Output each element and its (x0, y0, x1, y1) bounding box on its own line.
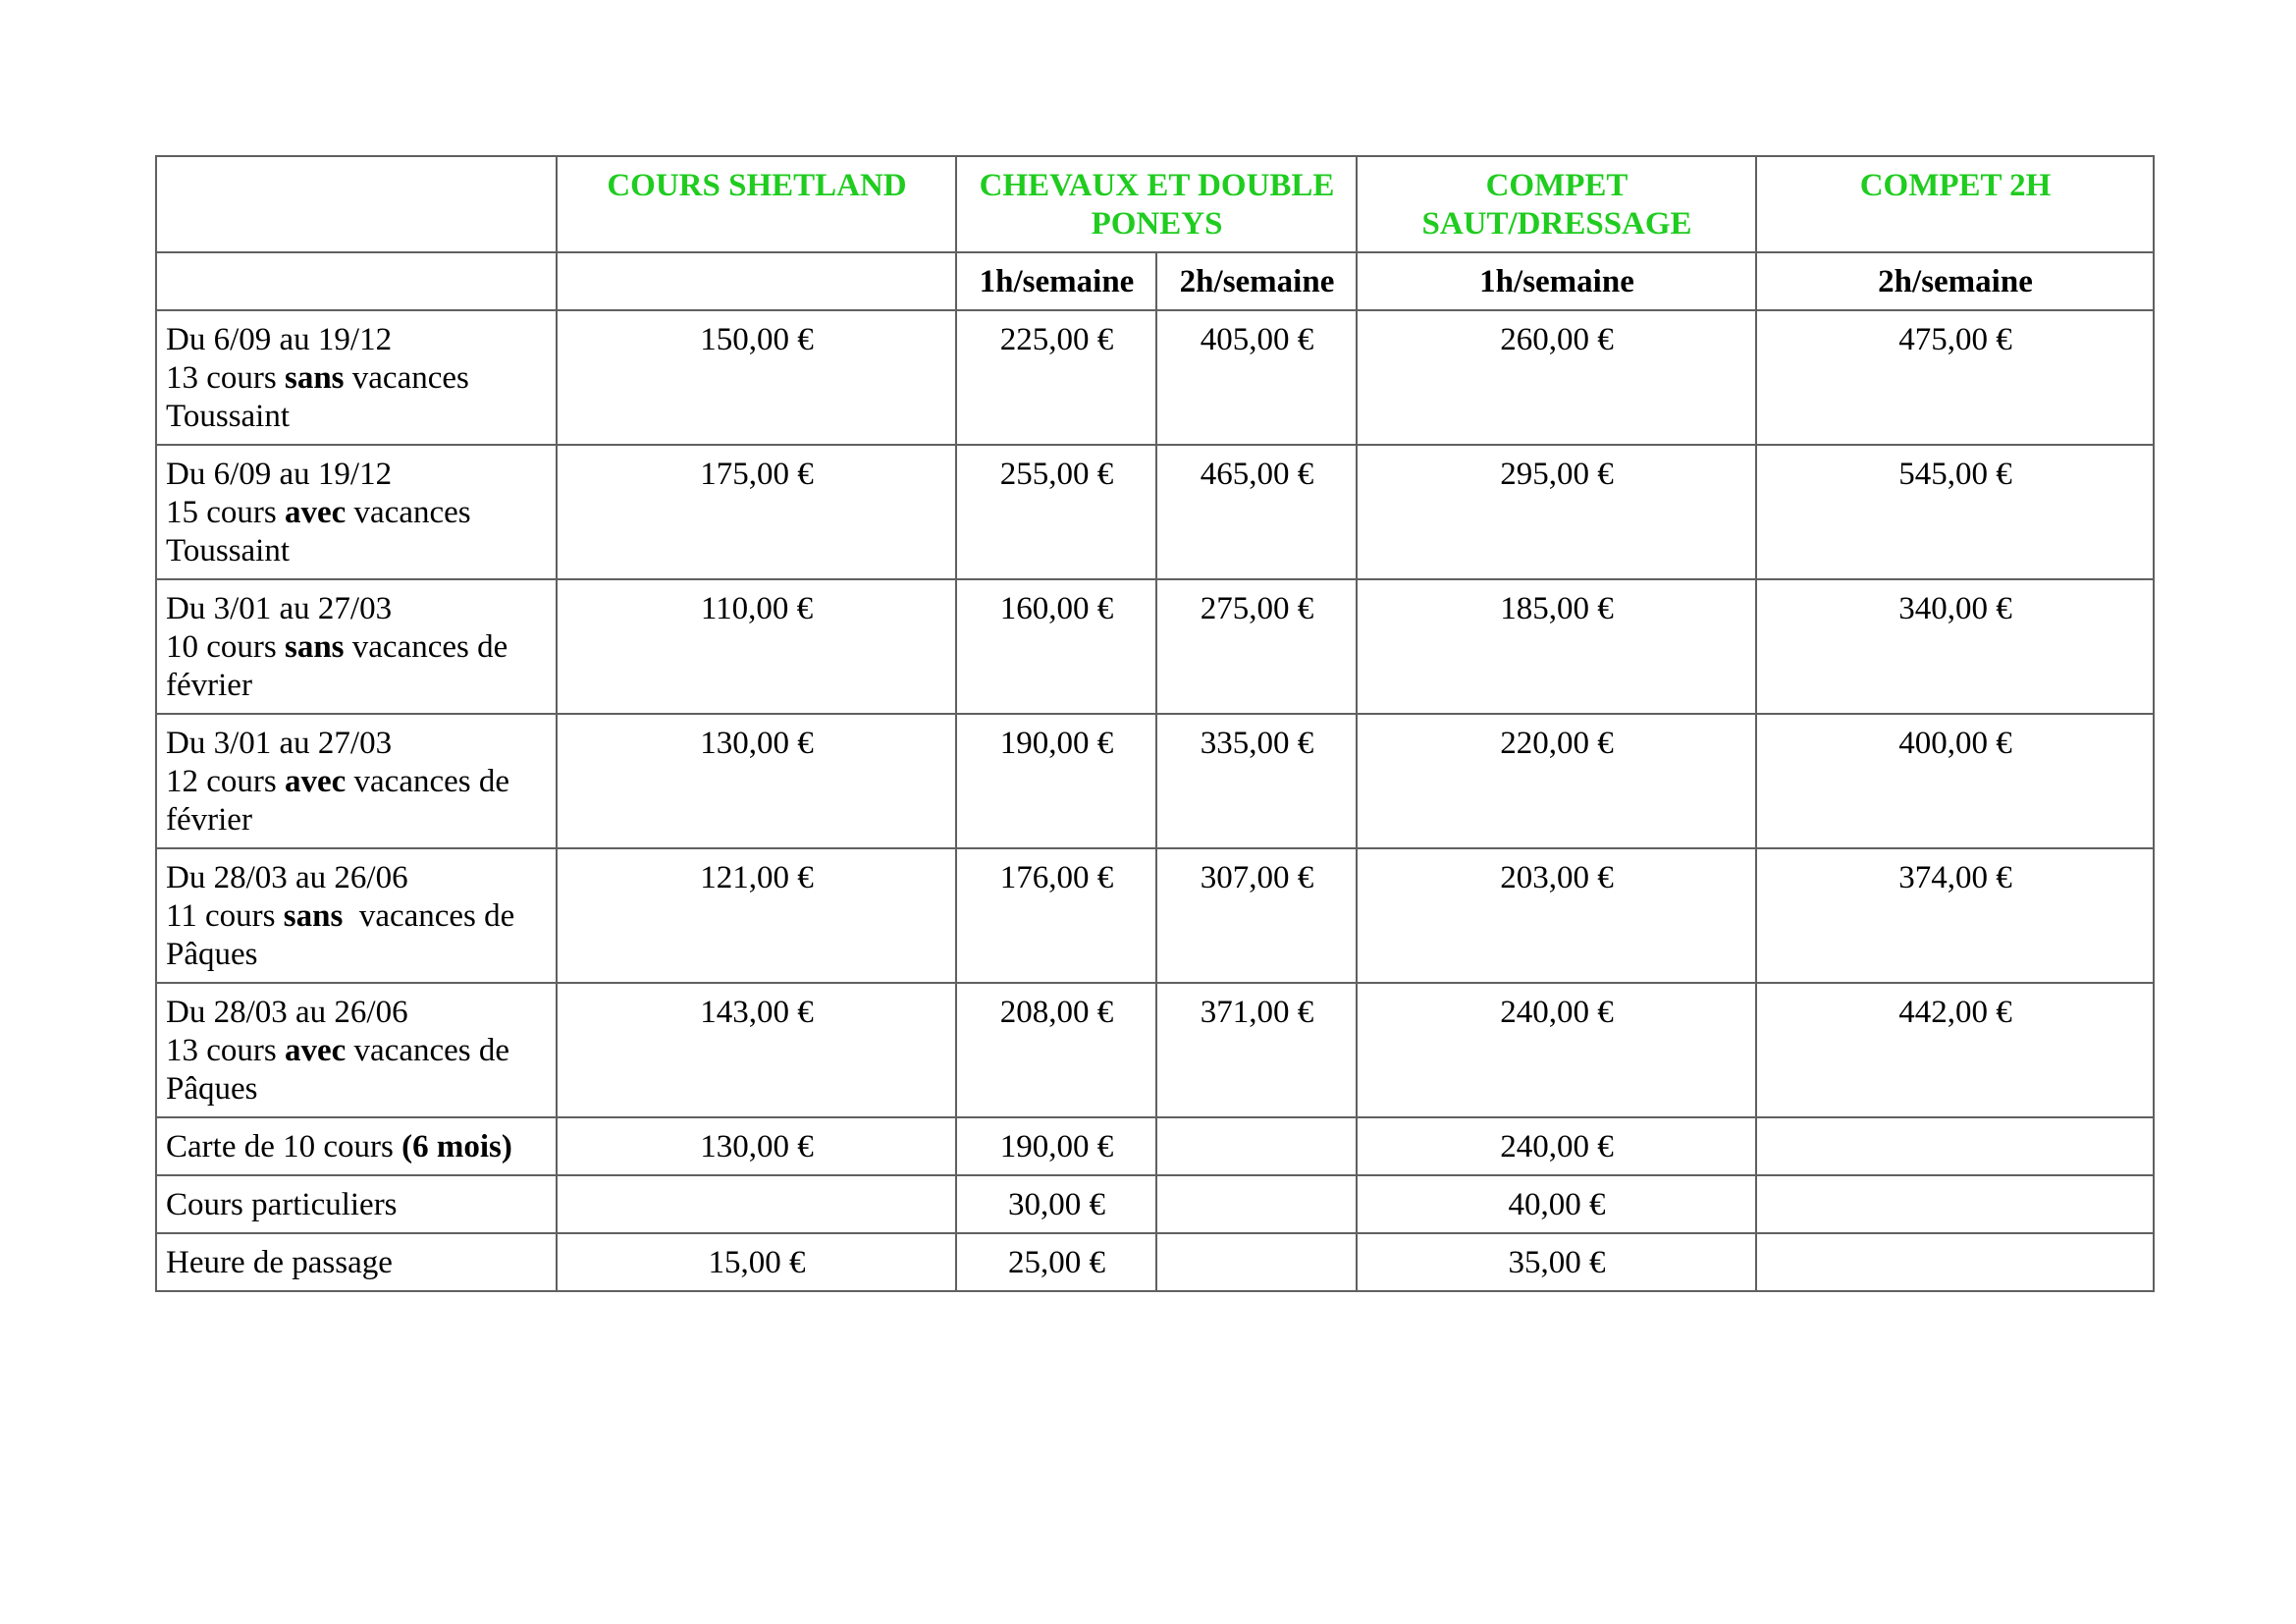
price-cheval-1h: 190,00 € (956, 1117, 1156, 1175)
price-cheval-1h: 176,00 € (956, 848, 1156, 983)
subheader-empty-label (156, 252, 557, 310)
period-mode: avec (284, 495, 347, 530)
particuliers-label: Cours particuliers (156, 1175, 557, 1233)
period-holiday: vacances de février (166, 764, 510, 838)
price-cheval-2h: 371,00 € (1156, 983, 1357, 1117)
price-shetland: 15,00 € (557, 1233, 956, 1291)
period-mode: avec (284, 764, 347, 799)
price-compet-2h (1756, 1175, 2154, 1233)
header-compet-line2: SAUT/DRESSAGE (1421, 206, 1692, 242)
carte-label-text: Carte de 10 cours (166, 1129, 402, 1164)
price-compet-2h: 340,00 € (1756, 579, 2154, 714)
table-row-carte (156, 1117, 2154, 1175)
period-label (156, 579, 557, 714)
period-mode: sans (284, 629, 345, 665)
price-cheval-1h: 190,00 € (956, 714, 1156, 848)
price-shetland: 175,00 € (557, 445, 956, 579)
period-mode: sans (283, 898, 344, 934)
subheader-row (156, 252, 2154, 310)
table-row (156, 579, 2154, 714)
period-holiday: vacances Toussaint (166, 360, 469, 434)
period-mode: sans (284, 360, 345, 396)
price-compet-2h: 545,00 € (1756, 445, 2154, 579)
period-count: 12 cours (166, 764, 285, 799)
period-count: 13 cours (166, 1033, 285, 1068)
period-count: 10 cours (166, 629, 285, 665)
table-row (156, 445, 2154, 579)
passage-label: Heure de passage (156, 1233, 557, 1291)
period-label (156, 714, 557, 848)
table-row (156, 848, 2154, 983)
price-cheval-1h: 225,00 € (956, 310, 1156, 445)
price-cheval-1h: 25,00 € (956, 1233, 1156, 1291)
price-shetland: 150,00 € (557, 310, 956, 445)
price-shetland: 130,00 € (557, 714, 956, 848)
table-row-particuliers (156, 1175, 2154, 1233)
price-cheval-2h: 405,00 € (1156, 310, 1357, 445)
price-compet-1h: 203,00 € (1357, 848, 1756, 983)
price-cheval-2h: 275,00 € (1156, 579, 1357, 714)
header-cours-shetland: COURS SHETLAND (557, 156, 956, 252)
price-compet-2h (1756, 1117, 2154, 1175)
price-cheval-2h (1156, 1117, 1357, 1175)
subheader-compet-1h: 1h/semaine (1357, 252, 1756, 310)
period-count: 15 cours (166, 495, 285, 530)
price-compet-1h: 35,00 € (1357, 1233, 1756, 1291)
price-compet-1h: 220,00 € (1357, 714, 1756, 848)
header-compet-2h: COMPET 2H (1756, 156, 2154, 252)
price-cheval-1h: 160,00 € (956, 579, 1156, 714)
header-compet-saut-dressage (1357, 156, 1756, 252)
price-compet-1h: 240,00 € (1357, 983, 1756, 1117)
price-cheval-2h: 465,00 € (1156, 445, 1357, 579)
price-cheval-2h (1156, 1233, 1357, 1291)
table-row (156, 983, 2154, 1117)
period-label (156, 848, 557, 983)
price-cheval-2h: 307,00 € (1156, 848, 1357, 983)
period-label (156, 310, 557, 445)
period-count: 11 cours (166, 898, 284, 934)
price-compet-1h: 295,00 € (1357, 445, 1756, 579)
price-compet-2h: 442,00 € (1756, 983, 2154, 1117)
price-shetland: 143,00 € (557, 983, 956, 1117)
price-cheval-1h: 30,00 € (956, 1175, 1156, 1233)
period-dates: Du 6/09 au 19/12 (166, 457, 393, 492)
price-cheval-2h (1156, 1175, 1357, 1233)
price-compet-1h: 240,00 € (1357, 1117, 1756, 1175)
period-holiday: vacances Toussaint (166, 495, 471, 568)
period-dates: Du 6/09 au 19/12 (166, 322, 393, 357)
carte-label (156, 1117, 557, 1175)
subheader-cheval-1h: 1h/semaine (956, 252, 1156, 310)
price-table (155, 155, 2155, 1292)
table-row (156, 714, 2154, 848)
period-holiday: vacances de Pâques (166, 898, 523, 972)
header-row (156, 156, 2154, 252)
period-dates: Du 28/03 au 26/06 (166, 860, 408, 895)
price-shetland: 121,00 € (557, 848, 956, 983)
price-compet-1h: 185,00 € (1357, 579, 1756, 714)
subheader-empty-shetland (557, 252, 956, 310)
period-label (156, 983, 557, 1117)
price-cheval-1h: 255,00 € (956, 445, 1156, 579)
price-shetland: 130,00 € (557, 1117, 956, 1175)
price-cheval-1h: 208,00 € (956, 983, 1156, 1117)
period-holiday: vacances de Pâques (166, 1033, 510, 1107)
period-holiday: vacances de février (166, 629, 508, 703)
period-dates: Du 3/01 au 27/03 (166, 726, 393, 761)
header-corner-cell (156, 156, 557, 252)
price-compet-2h: 374,00 € (1756, 848, 2154, 983)
price-compet-1h: 260,00 € (1357, 310, 1756, 445)
header-chevaux-double-poneys: CHEVAUX ET DOUBLE PONEYS (956, 156, 1357, 252)
period-label (156, 445, 557, 579)
price-compet-2h: 400,00 € (1756, 714, 2154, 848)
price-cheval-2h: 335,00 € (1156, 714, 1357, 848)
table-row-passage (156, 1233, 2154, 1291)
price-shetland: 110,00 € (557, 579, 956, 714)
period-mode: avec (284, 1033, 347, 1068)
header-compet-line1: COMPET (1485, 168, 1629, 203)
price-compet-2h: 475,00 € (1756, 310, 2154, 445)
price-compet-2h (1756, 1233, 2154, 1291)
subheader-compet-2h: 2h/semaine (1756, 252, 2154, 310)
table-row (156, 310, 2154, 445)
carte-duration: (6 mois) (401, 1129, 512, 1164)
subheader-cheval-2h: 2h/semaine (1156, 252, 1357, 310)
price-compet-1h: 40,00 € (1357, 1175, 1756, 1233)
period-dates: Du 3/01 au 27/03 (166, 591, 393, 626)
period-dates: Du 28/03 au 26/06 (166, 995, 408, 1030)
period-count: 13 cours (166, 360, 285, 396)
price-shetland (557, 1175, 956, 1233)
